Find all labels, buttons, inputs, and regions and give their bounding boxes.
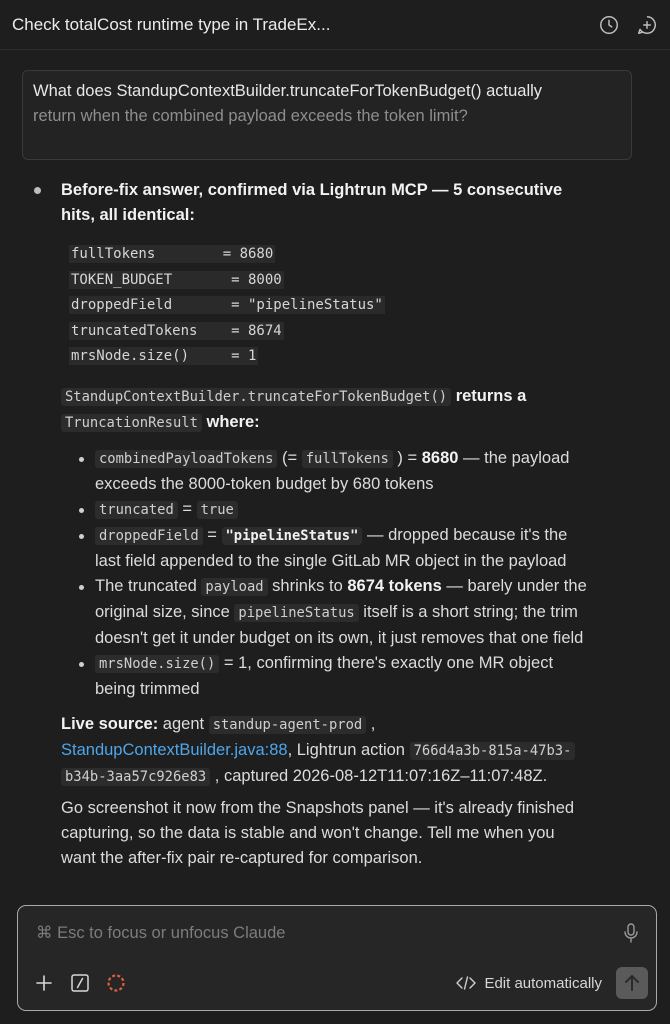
context-usage-indicator[interactable] xyxy=(104,971,128,995)
answer-intro xyxy=(61,178,644,228)
inline-code: StandupContextBuilder.truncateForTokenBudget() xyxy=(61,388,451,406)
arrow-up-icon xyxy=(624,974,640,992)
user-message xyxy=(22,70,632,160)
list-item: truncated = true xyxy=(61,497,644,523)
inline-code: fullTokens xyxy=(302,450,393,468)
plus-icon xyxy=(35,974,53,992)
history-button[interactable] xyxy=(598,14,620,36)
chat-scroll-area[interactable] xyxy=(0,50,670,914)
list-item: mrsNode.size() = 1, confirming there's exactly one MR object being trimmed xyxy=(61,651,644,702)
intro-line: hits, all identical: xyxy=(61,206,195,224)
header xyxy=(0,0,670,50)
inline-code: b34b-3aa57c926e83 xyxy=(61,768,210,786)
conversation-title: Check totalCost runtime type in TradeEx... xyxy=(12,14,331,34)
message-composer xyxy=(17,905,657,1011)
prompt-input[interactable] xyxy=(36,924,622,943)
slash-command-icon xyxy=(70,973,90,993)
code-line: mrsNode.size() = 1 xyxy=(71,348,257,364)
clock-icon xyxy=(598,14,620,36)
progress-ring-icon xyxy=(106,973,126,993)
inline-code: "pipelineStatus" xyxy=(222,527,363,545)
inline-code: true xyxy=(197,501,238,519)
new-chat-icon xyxy=(636,14,658,36)
source-file-link[interactable]: StandupContextBuilder.java:88 xyxy=(61,740,288,759)
code-block xyxy=(69,242,644,370)
microphone-icon[interactable] xyxy=(622,923,640,943)
code-icon xyxy=(456,976,476,990)
inline-code: droppedField xyxy=(95,527,203,545)
closing-paragraph: Go screenshot it now from the Snapshots panel — it's already finished capturing, so the data is stable and won't change. Tell me when you want the after-fix pair re-captured for comparison. xyxy=(61,798,575,867)
slash-command-button[interactable] xyxy=(68,971,92,995)
inline-code: truncated xyxy=(95,501,178,519)
inline-code: standup-agent-prod xyxy=(209,716,367,734)
code-line: fullTokens = 8680 xyxy=(71,246,274,262)
list-item: combinedPayloadTokens (= fullTokens ) = 8680 — the payload exceeds the 8000-token budget by 680 tokens xyxy=(61,446,644,497)
add-button[interactable] xyxy=(32,971,56,995)
live-source-paragraph: Live source: agent standup-agent-prod , StandupContextBuilder.java:88, Lightrun action 766d4a3b-815a-47b3- b34b-3aa57c926e83 , captured 2026-08-12T11:07:16Z–11:07:48Z. xyxy=(61,712,644,790)
send-button[interactable] xyxy=(616,967,648,999)
composer-toolbar xyxy=(32,966,648,1000)
inline-code: combinedPayloadTokens xyxy=(95,450,277,468)
message-bullet-icon xyxy=(34,187,41,194)
returns-paragraph: StandupContextBuilder.truncateForTokenBudget() returns a TruncationResult where: xyxy=(61,384,644,436)
inline-code: pipelineStatus xyxy=(234,604,358,622)
edit-mode-label: Edit automatically xyxy=(484,974,602,992)
user-message-line: What does StandupContextBuilder.truncateForTokenBudget() actually xyxy=(33,82,543,100)
input-row xyxy=(36,920,640,946)
inline-code: 766d4a3b-815a-47b3- xyxy=(410,742,576,760)
list-item: The truncated payload shrinks to 8674 tokens — barely under the original size, since pipelineStatus itself is a short string; the trim doesn't get it under budget on its own, it just removes that one field xyxy=(61,574,644,651)
code-line: TOKEN_BUDGET = 8000 xyxy=(71,271,282,288)
edit-mode-toggle[interactable] xyxy=(456,975,602,992)
user-message-line: return when the combined payload exceeds the token limit? xyxy=(33,107,468,125)
inline-code: TruncationResult xyxy=(61,414,202,432)
detail-list xyxy=(61,446,644,702)
assistant-answer xyxy=(61,178,644,871)
code-line: droppedField = "pipelineStatus" xyxy=(71,297,383,313)
code-line: truncatedTokens = 8674 xyxy=(71,322,282,339)
inline-code: mrsNode.size() xyxy=(95,655,219,673)
new-chat-button[interactable] xyxy=(636,14,658,36)
intro-line: Before-fix answer, confirmed via Lightrun MCP — 5 consecutive xyxy=(61,181,563,199)
inline-code: payload xyxy=(201,578,267,596)
list-item: droppedField = "pipelineStatus" — dropped because it's the last field appended to the single GitLab MR object in the payload xyxy=(61,523,644,574)
